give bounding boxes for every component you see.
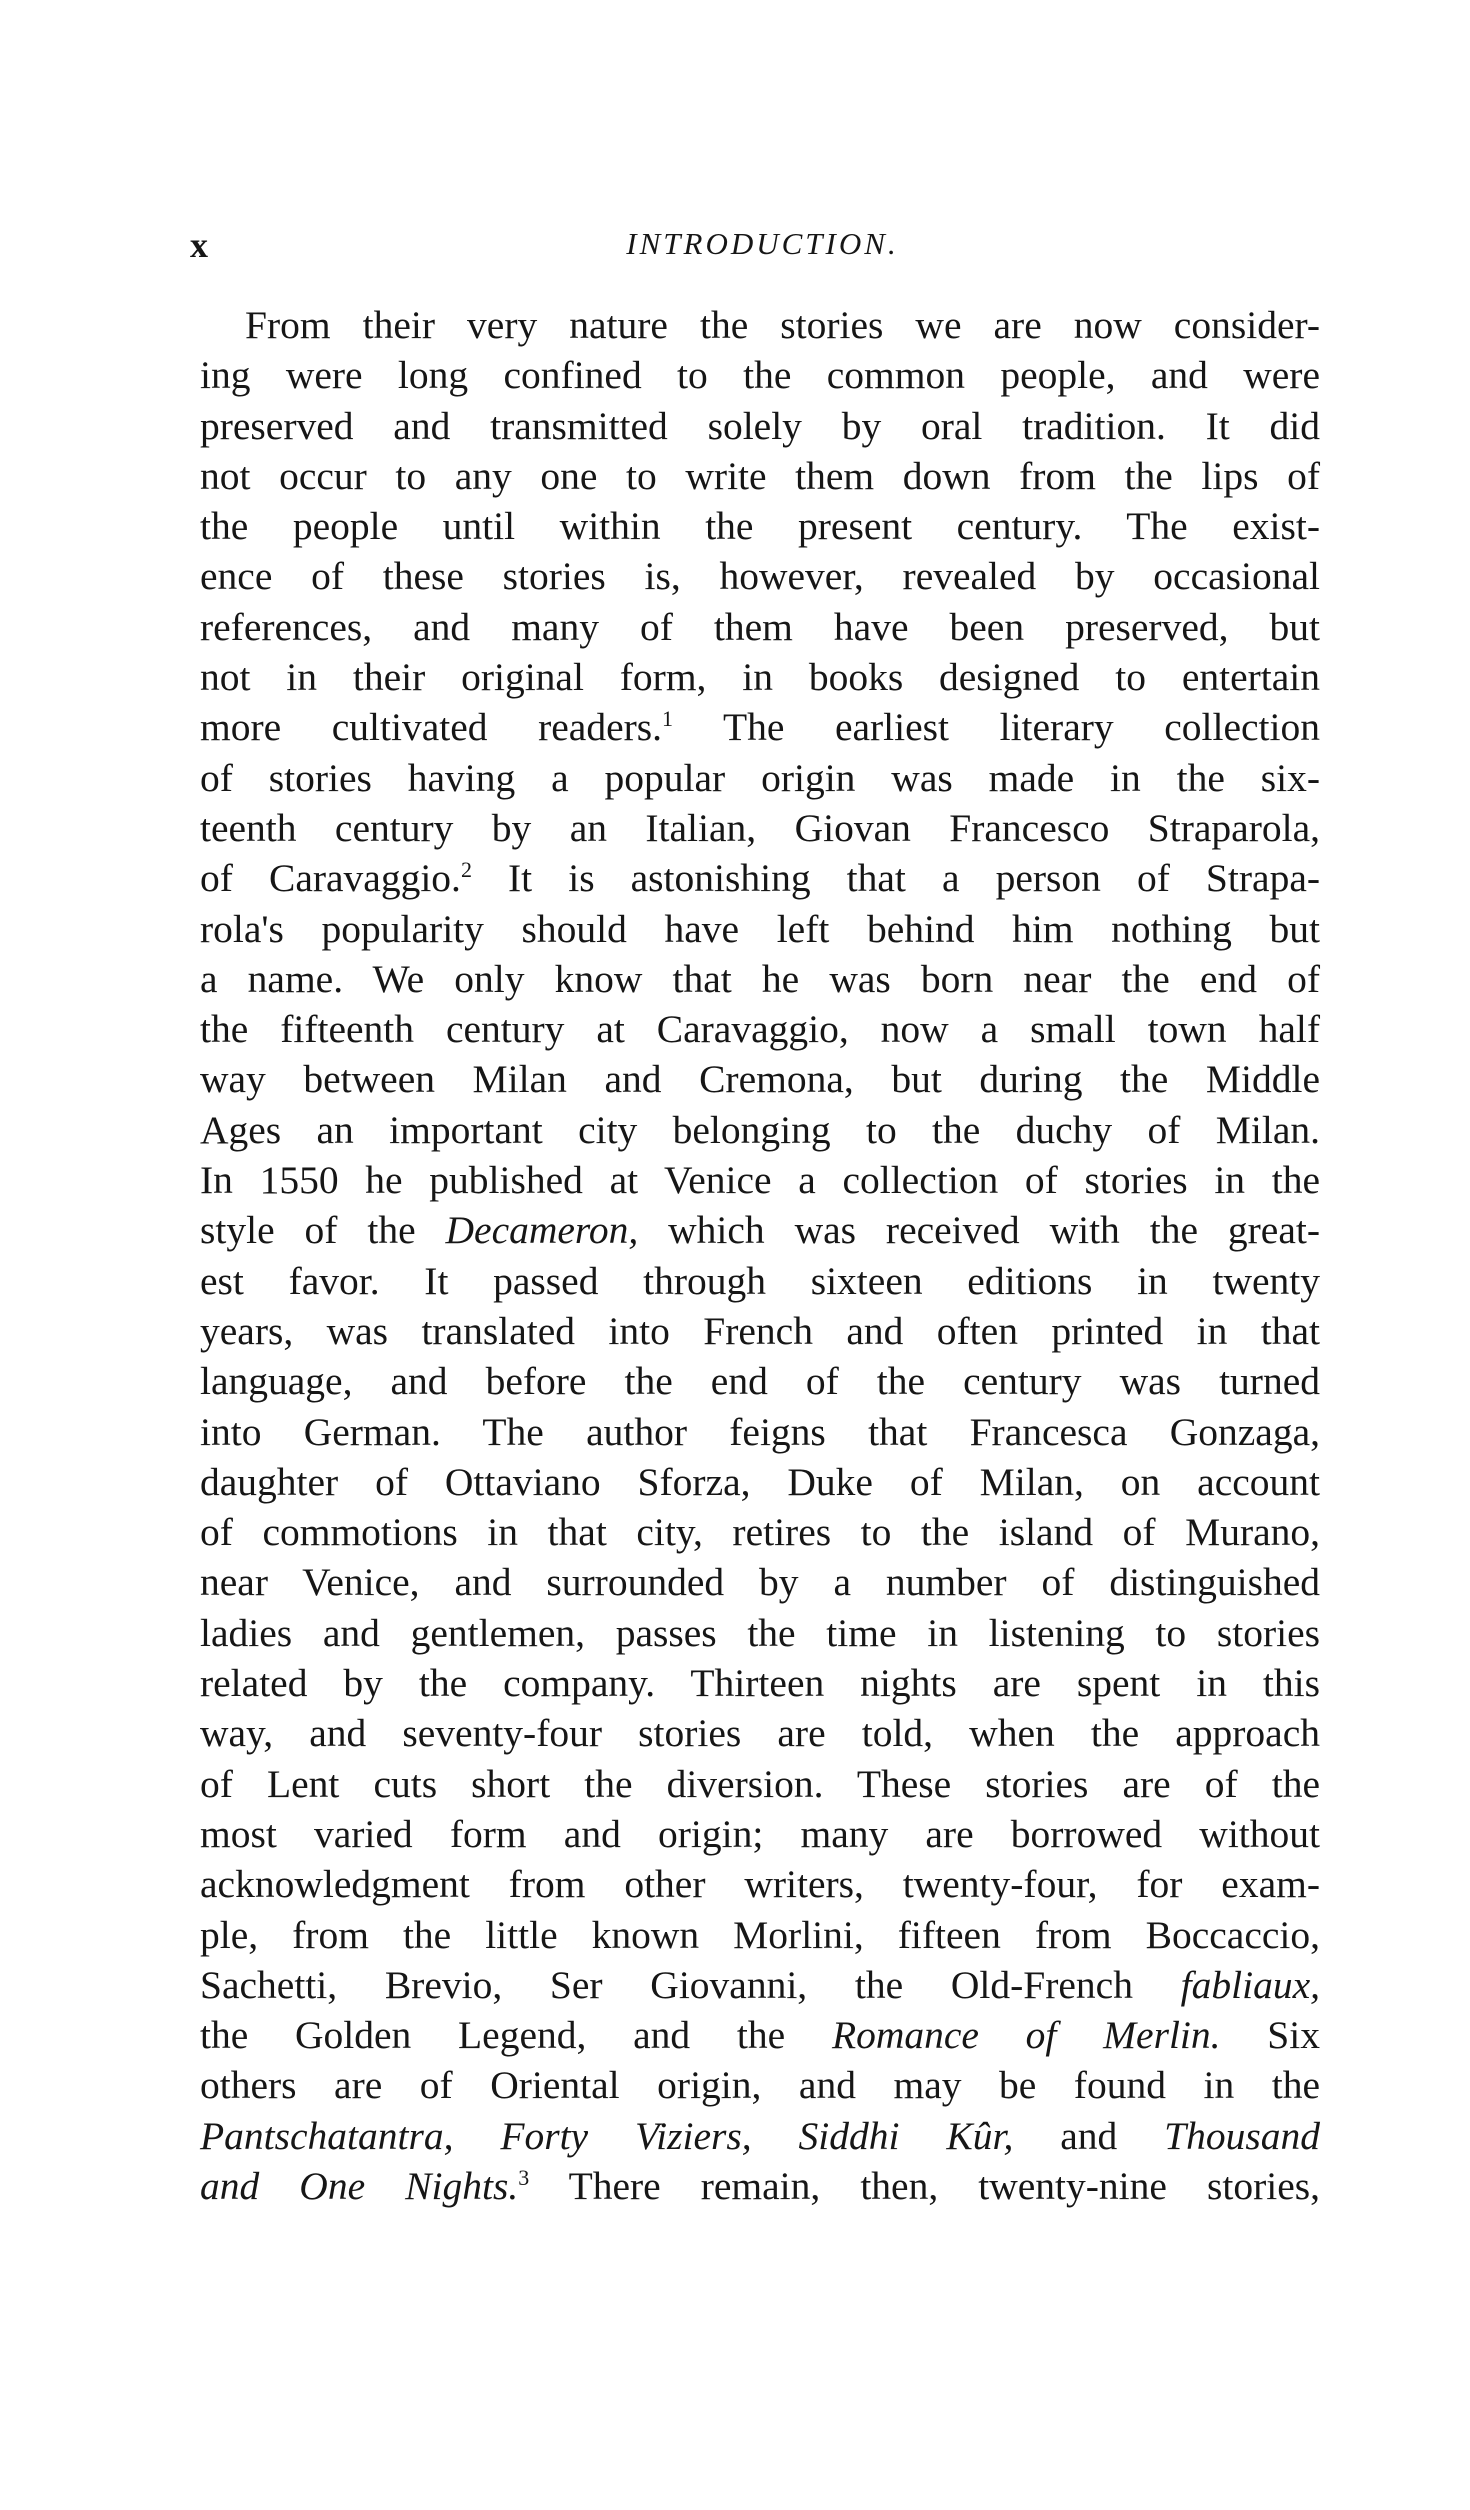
- footnote-ref: 2: [460, 857, 472, 883]
- text-line: In 1550 he published at Venice a collection of stories in the: [200, 1158, 1320, 1203]
- footnote-ref: 1: [662, 706, 674, 732]
- text-line: rola's popularity should have left behind him nothing but: [200, 906, 1320, 951]
- italic-title: fabliaux,: [1180, 1962, 1320, 2007]
- text-line: not occur to any one to write them down from the lips of: [200, 453, 1320, 498]
- text-line: est favor. It passed through sixteen editions in twenty: [200, 1258, 1320, 1303]
- text-segment: It is astonishing that a person of Strapa-: [508, 856, 1320, 901]
- text-segment: of Caravaggio.: [200, 856, 461, 901]
- text-line: ing were long confined to the common people, and were: [200, 353, 1320, 398]
- text-line: daughter of Ottaviano Sforza, Duke of Milan, on account: [200, 1459, 1320, 1504]
- text-line: of Lent cuts short the diversion. These stories are of the: [200, 1761, 1320, 1806]
- text-line: [200, 2010, 1320, 2060]
- text-line: of stories having a popular origin was made in the six-: [200, 755, 1320, 800]
- italic-title: Romance of Merlin.: [831, 2013, 1221, 2058]
- text-segment: style of the: [200, 1208, 446, 1253]
- text-line: references, and many of them have been preserved, but: [200, 604, 1320, 649]
- page-header: [190, 224, 1335, 284]
- text-line: [200, 1205, 1320, 1255]
- text-line: language, and before the end of the century was turned: [200, 1359, 1320, 1404]
- text-line: a name. We only know that he was born near the end of: [200, 956, 1320, 1001]
- italic-title: Pantschatantra, Forty Viziers, Siddhi Kûr,: [200, 2113, 1014, 2158]
- text-line: near Venice, and surrounded by a number of distinguished: [200, 1560, 1320, 1605]
- text-segment: There remain, then, twenty-nine stories,: [529, 2163, 1320, 2208]
- text-line: [200, 2161, 1320, 2211]
- text-line: years, was translated into French and often printed in that: [200, 1308, 1320, 1353]
- text-segment: The earliest literary collection: [722, 705, 1321, 750]
- text-line: [200, 1960, 1320, 2010]
- text-line: not in their original form, in books designed to entertain: [200, 655, 1320, 700]
- footnote-ref: 3: [518, 2164, 530, 2190]
- text-line: way between Milan and Cremona, but during the Middle: [200, 1057, 1320, 1102]
- italic-title: Decameron,: [445, 1208, 639, 1253]
- italic-title: Thousand: [1164, 2113, 1320, 2158]
- text-line: related by the company. Thirteen nights are spent in this: [200, 1661, 1320, 1706]
- text-segment: Six: [1220, 2013, 1320, 2058]
- text-segment: the Golden Legend, and the: [200, 2013, 832, 2058]
- text-line: into German. The author feigns that Francesca Gonzaga,: [200, 1409, 1320, 1454]
- text-line: teenth century by an Italian, Giovan Francesco Straparola,: [200, 805, 1320, 850]
- text-line: ladies and gentlemen, passes the time in listening to stories: [200, 1610, 1320, 1655]
- text-line: [200, 853, 1320, 903]
- text-line: way, and seventy-four stories are told, when the approach: [200, 1711, 1320, 1756]
- running-head: INTRODUCTION.: [626, 226, 899, 261]
- page-number: x: [190, 225, 209, 265]
- text-line: the people until within the present century. The exist-: [200, 504, 1320, 549]
- text-line: [200, 2111, 1320, 2161]
- text-line: Ages an important city belonging to the duchy of Milan.: [200, 1107, 1320, 1152]
- body-paragraph: [200, 300, 1320, 2211]
- text-line: most varied form and origin; many are borrowed without: [200, 1811, 1320, 1856]
- italic-title: and One Nights.: [200, 2163, 519, 2208]
- text-line: of commotions in that city, retires to the island of Murano,: [200, 1510, 1320, 1555]
- text-segment: and: [1013, 2113, 1165, 2158]
- text-line: others are of Oriental origin, and may be found in the: [200, 2063, 1320, 2108]
- text-line: preserved and transmitted solely by oral tradition. It did: [200, 403, 1320, 448]
- text-line: From their very nature the stories we are now consider-: [245, 303, 1320, 347]
- text-segment: Sachetti, Brevio, Ser Giovanni, the Old-French: [200, 1962, 1181, 2007]
- text-segment: more cultivated readers.: [200, 705, 663, 750]
- text-line: ence of these stories is, however, revealed by occasional: [200, 554, 1320, 599]
- text-line: the fifteenth century at Caravaggio, now a small town half: [200, 1007, 1320, 1052]
- text-line: ple, from the little known Morlini, fifteen from Boccaccio,: [200, 1912, 1320, 1957]
- text-segment: which was received with the great-: [638, 1208, 1320, 1253]
- text-line: acknowledgment from other writers, twenty-four, for exam-: [200, 1862, 1320, 1907]
- text-line: [200, 702, 1320, 752]
